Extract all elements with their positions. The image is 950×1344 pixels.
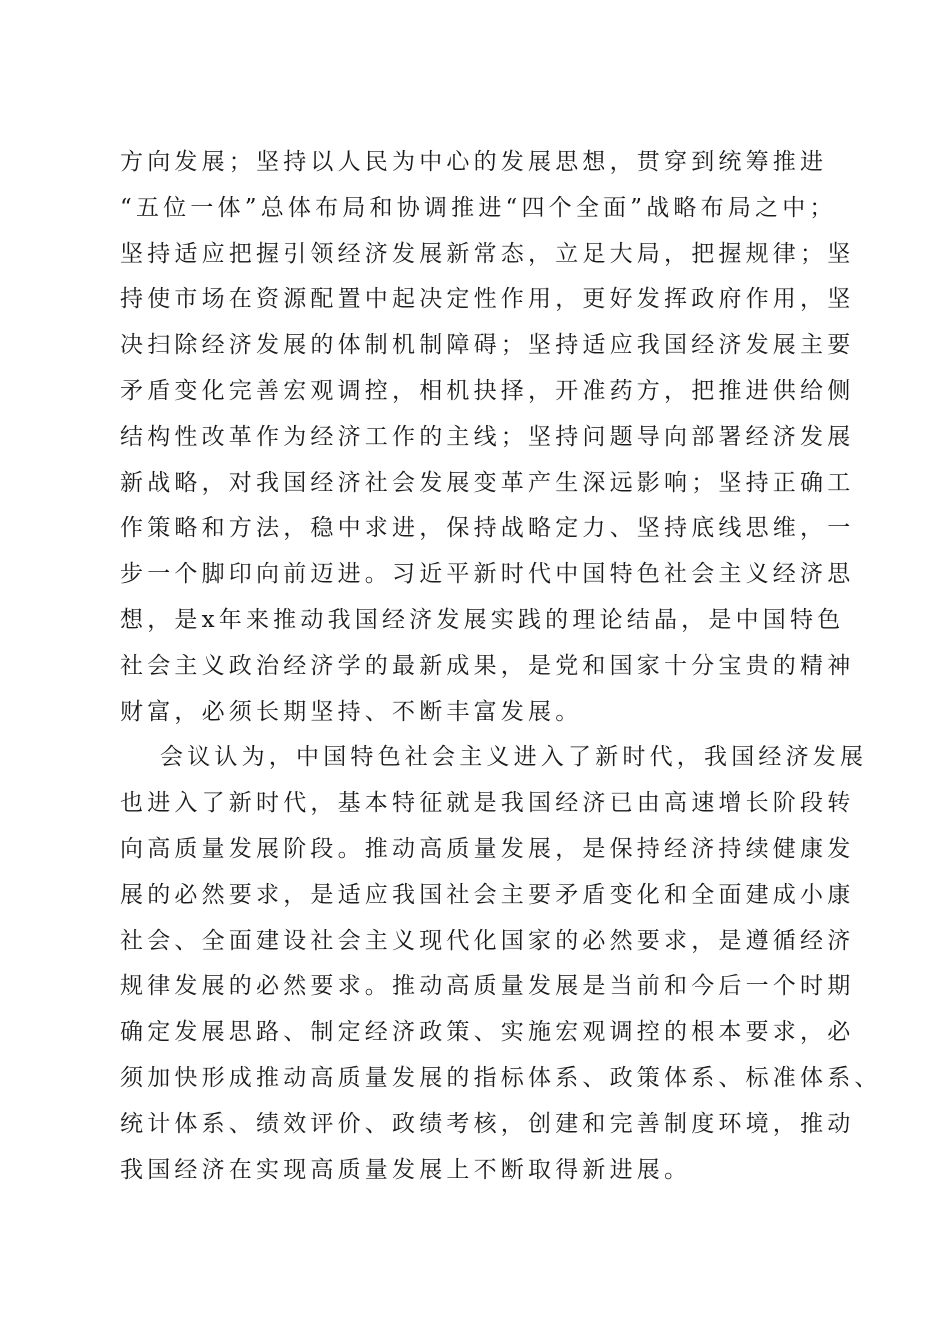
text-line: 想，是x年来推动我国经济发展实践的理论结晶，是中国特色: [120, 606, 845, 633]
text-line: “五位一体”总体布局和协调推进“四个全面”战略布局之中；: [120, 194, 837, 221]
document-body: [120, 140, 882, 1193]
text-line: 步一个脚印向前迈进。习近平新时代中国特色社会主义经济思: [120, 561, 855, 588]
text-line: 社会主义政治经济学的最新成果，是党和国家十分宝贵的精神: [120, 652, 855, 679]
text-line: 结构性改革作为经济工作的主线；坚持问题导向部署经济发展: [120, 423, 855, 450]
text-line: 新战略，对我国经济社会发展变革产生深远影响；坚持正确工: [120, 469, 855, 496]
text-line: 我国经济在实现高质量发展上不断取得新进展。: [120, 1156, 692, 1183]
text-line: 作策略和方法，稳中求进，保持战略定力、坚持底线思维，一: [120, 515, 855, 542]
text-line: 坚持适应把握引领经济发展新常态，立足大局，把握规律；坚: [120, 240, 855, 267]
text-line: 社会、全面建设社会主义现代化国家的必然要求，是遵循经济: [120, 927, 855, 954]
text-line: 矛盾变化完善宏观调控，相机抉择，开准药方，把推进供给侧: [120, 377, 855, 404]
text-line: 须加快形成推动高质量发展的指标体系、政策体系、标准体系、: [120, 1064, 882, 1091]
text-line: 决扫除经济发展的体制机制障碍；坚持适应我国经济发展主要: [120, 332, 855, 359]
paragraph-2: [120, 735, 882, 1193]
text-line: 方向发展；坚持以人民为中心的发展思想，贯穿到统筹推进: [120, 149, 828, 175]
text-line: 也进入了新时代，基本特征就是我国经济已由高速增长阶段转: [120, 790, 855, 817]
text-line: 向高质量发展阶段。推动高质量发展，是保持经济持续健康发: [120, 835, 855, 862]
text-line: 持使市场在资源配置中起决定性作用，更好发挥政府作用，坚: [120, 286, 855, 313]
text-line: 确定发展思路、制定经济政策、实施宏观调控的根本要求，必: [120, 1019, 855, 1046]
paragraph-1: [120, 140, 855, 735]
text-line: 财富，必须长期坚持、不断丰富发展。: [120, 698, 583, 725]
text-line: 规律发展的必然要求。推动高质量发展是当前和今后一个时期: [120, 973, 855, 1000]
text-line: 会议认为，中国特色社会主义进入了新时代，我国经济发展: [160, 744, 868, 771]
text-line: 统计体系、绩效评价、政绩考核，创建和完善制度环境，推动: [120, 1110, 855, 1137]
text-line: 展的必然要求，是适应我国社会主要矛盾变化和全面建成小康: [120, 881, 855, 908]
